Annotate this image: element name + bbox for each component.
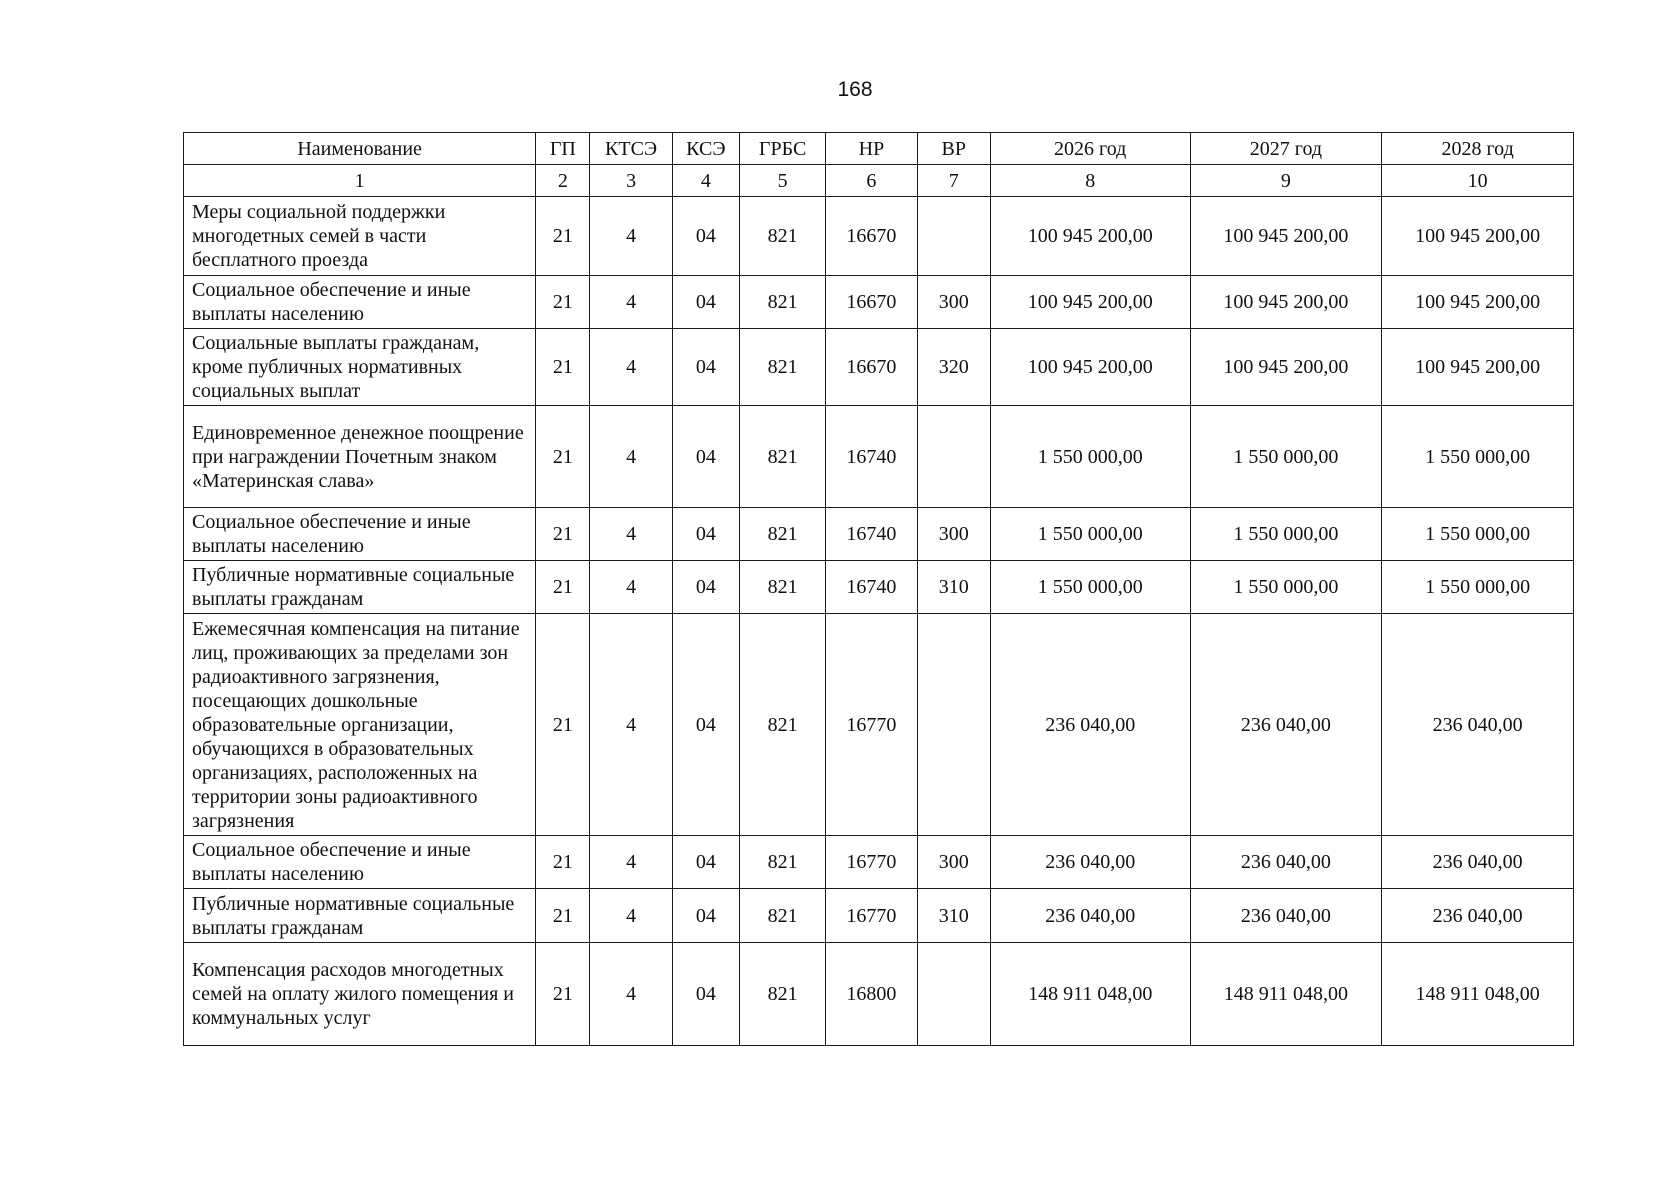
row-name: Социальное обеспечение и иные выплаты населению (184, 276, 536, 329)
cell-gp: 21 (536, 508, 590, 561)
cell-2026: 236 040,00 (990, 614, 1190, 836)
cell-gp: 21 (536, 614, 590, 836)
cell-2028: 100 945 200,00 (1382, 329, 1574, 406)
cell-gp: 21 (536, 197, 590, 276)
cell-kse: 04 (672, 197, 739, 276)
cell-vr (917, 197, 990, 276)
cell-2026: 100 945 200,00 (990, 329, 1190, 406)
cell-2028: 148 911 048,00 (1382, 943, 1574, 1046)
cell-ktse: 4 (590, 406, 672, 508)
cell-ktse: 4 (590, 836, 672, 889)
cell-gp: 21 (536, 329, 590, 406)
cell-grbs: 821 (739, 508, 825, 561)
cell-kse: 04 (672, 889, 739, 943)
row-name: Социальное обеспечение и иные выплаты населению (184, 836, 536, 889)
cell-nr: 16740 (826, 406, 917, 508)
cell-grbs: 821 (739, 889, 825, 943)
row-name: Социальное обеспечение и иные выплаты населению (184, 508, 536, 561)
cell-nr: 16740 (826, 508, 917, 561)
cell-2026: 236 040,00 (990, 889, 1190, 943)
table-row (184, 329, 1574, 406)
column-number: 10 (1382, 165, 1574, 197)
cell-gp: 21 (536, 276, 590, 329)
cell-vr: 300 (917, 836, 990, 889)
header-gp: ГП (536, 133, 590, 165)
cell-2028: 1 550 000,00 (1382, 406, 1574, 508)
row-name: Ежемесячная компенсация на питание лиц, проживающих за пределами зон радиоактивного загрязнения, посещающих дошкольные образовательные организации, обучающихся в образовательных организациях, расположенных на территории зоны радиоактивного загрязнения (184, 614, 536, 836)
cell-vr (917, 943, 990, 1046)
cell-ktse: 4 (590, 614, 672, 836)
header-grbs: ГРБС (739, 133, 825, 165)
cell-ktse: 4 (590, 276, 672, 329)
cell-2026: 148 911 048,00 (990, 943, 1190, 1046)
cell-2028: 236 040,00 (1382, 836, 1574, 889)
cell-grbs: 821 (739, 943, 825, 1046)
column-number: 9 (1190, 165, 1382, 197)
cell-vr: 310 (917, 561, 990, 614)
cell-kse: 04 (672, 614, 739, 836)
table-row (184, 197, 1574, 276)
cell-kse: 04 (672, 276, 739, 329)
column-number: 1 (184, 165, 536, 197)
cell-2026: 100 945 200,00 (990, 197, 1190, 276)
cell-nr: 16740 (826, 561, 917, 614)
cell-vr: 300 (917, 276, 990, 329)
row-name: Социальные выплаты гражданам, кроме публичных нормативных социальных выплат (184, 329, 536, 406)
cell-2027: 236 040,00 (1190, 889, 1382, 943)
cell-kse: 04 (672, 406, 739, 508)
cell-2027: 100 945 200,00 (1190, 197, 1382, 276)
cell-2027: 1 550 000,00 (1190, 406, 1382, 508)
cell-grbs: 821 (739, 561, 825, 614)
header-2027: 2027 год (1190, 133, 1382, 165)
header-kse: КСЭ (672, 133, 739, 165)
header-ktse: КТСЭ (590, 133, 672, 165)
row-name: Компенсация расходов многодетных семей на оплату жилого помещения и коммунальных услуг (184, 943, 536, 1046)
cell-2027: 1 550 000,00 (1190, 561, 1382, 614)
cell-grbs: 821 (739, 329, 825, 406)
cell-2028: 100 945 200,00 (1382, 197, 1574, 276)
table-row (184, 561, 1574, 614)
page-number: 168 (837, 78, 873, 101)
cell-ktse: 4 (590, 329, 672, 406)
table-row (184, 889, 1574, 943)
cell-2026: 1 550 000,00 (990, 406, 1190, 508)
cell-2027: 148 911 048,00 (1190, 943, 1382, 1046)
cell-2027: 100 945 200,00 (1190, 329, 1382, 406)
row-name: Единовременное денежное поощрение при награждении Почетным знаком «Материнская слава» (184, 406, 536, 508)
cell-2026: 1 550 000,00 (990, 508, 1190, 561)
column-number: 4 (672, 165, 739, 197)
cell-2028: 1 550 000,00 (1382, 508, 1574, 561)
table-row (184, 508, 1574, 561)
header-name: Наименование (184, 133, 536, 165)
cell-gp: 21 (536, 943, 590, 1046)
cell-grbs: 821 (739, 197, 825, 276)
table-row (184, 276, 1574, 329)
cell-kse: 04 (672, 836, 739, 889)
cell-2028: 236 040,00 (1382, 614, 1574, 836)
cell-nr: 16670 (826, 329, 917, 406)
table-row (184, 406, 1574, 508)
cell-grbs: 821 (739, 614, 825, 836)
cell-gp: 21 (536, 836, 590, 889)
cell-2027: 1 550 000,00 (1190, 508, 1382, 561)
cell-vr (917, 614, 990, 836)
cell-gp: 21 (536, 406, 590, 508)
cell-nr: 16670 (826, 197, 917, 276)
header-nr: НР (826, 133, 917, 165)
cell-ktse: 4 (590, 943, 672, 1046)
cell-nr: 16770 (826, 614, 917, 836)
cell-ktse: 4 (590, 561, 672, 614)
cell-nr: 16770 (826, 836, 917, 889)
column-number: 7 (917, 165, 990, 197)
column-number: 5 (739, 165, 825, 197)
cell-2027: 236 040,00 (1190, 614, 1382, 836)
header-2028: 2028 год (1382, 133, 1574, 165)
cell-2028: 100 945 200,00 (1382, 276, 1574, 329)
row-name: Меры социальной поддержки многодетных семей в части бесплатного проезда (184, 197, 536, 276)
cell-2027: 236 040,00 (1190, 836, 1382, 889)
table-row (184, 943, 1574, 1046)
cell-nr: 16770 (826, 889, 917, 943)
cell-ktse: 4 (590, 508, 672, 561)
header-vr: ВР (917, 133, 990, 165)
cell-2028: 236 040,00 (1382, 889, 1574, 943)
column-number: 3 (590, 165, 672, 197)
cell-grbs: 821 (739, 406, 825, 508)
cell-2026: 1 550 000,00 (990, 561, 1190, 614)
cell-nr: 16800 (826, 943, 917, 1046)
header-2026: 2026 год (990, 133, 1190, 165)
cell-vr: 310 (917, 889, 990, 943)
cell-kse: 04 (672, 508, 739, 561)
cell-grbs: 821 (739, 276, 825, 329)
cell-kse: 04 (672, 561, 739, 614)
header-row (184, 133, 1574, 165)
cell-vr: 300 (917, 508, 990, 561)
cell-gp: 21 (536, 561, 590, 614)
row-name: Публичные нормативные социальные выплаты гражданам (184, 561, 536, 614)
cell-2026: 100 945 200,00 (990, 276, 1190, 329)
row-name: Публичные нормативные социальные выплаты гражданам (184, 889, 536, 943)
cell-nr: 16670 (826, 276, 917, 329)
cell-2027: 100 945 200,00 (1190, 276, 1382, 329)
cell-ktse: 4 (590, 889, 672, 943)
column-number: 8 (990, 165, 1190, 197)
table-row (184, 836, 1574, 889)
cell-grbs: 821 (739, 836, 825, 889)
cell-vr: 320 (917, 329, 990, 406)
cell-kse: 04 (672, 329, 739, 406)
cell-vr (917, 406, 990, 508)
cell-2026: 236 040,00 (990, 836, 1190, 889)
table-row (184, 614, 1574, 836)
column-number: 6 (826, 165, 917, 197)
cell-ktse: 4 (590, 197, 672, 276)
cell-gp: 21 (536, 889, 590, 943)
column-number: 2 (536, 165, 590, 197)
cell-kse: 04 (672, 943, 739, 1046)
cell-2028: 1 550 000,00 (1382, 561, 1574, 614)
column-number-row (184, 165, 1574, 197)
budget-table (183, 132, 1574, 1046)
